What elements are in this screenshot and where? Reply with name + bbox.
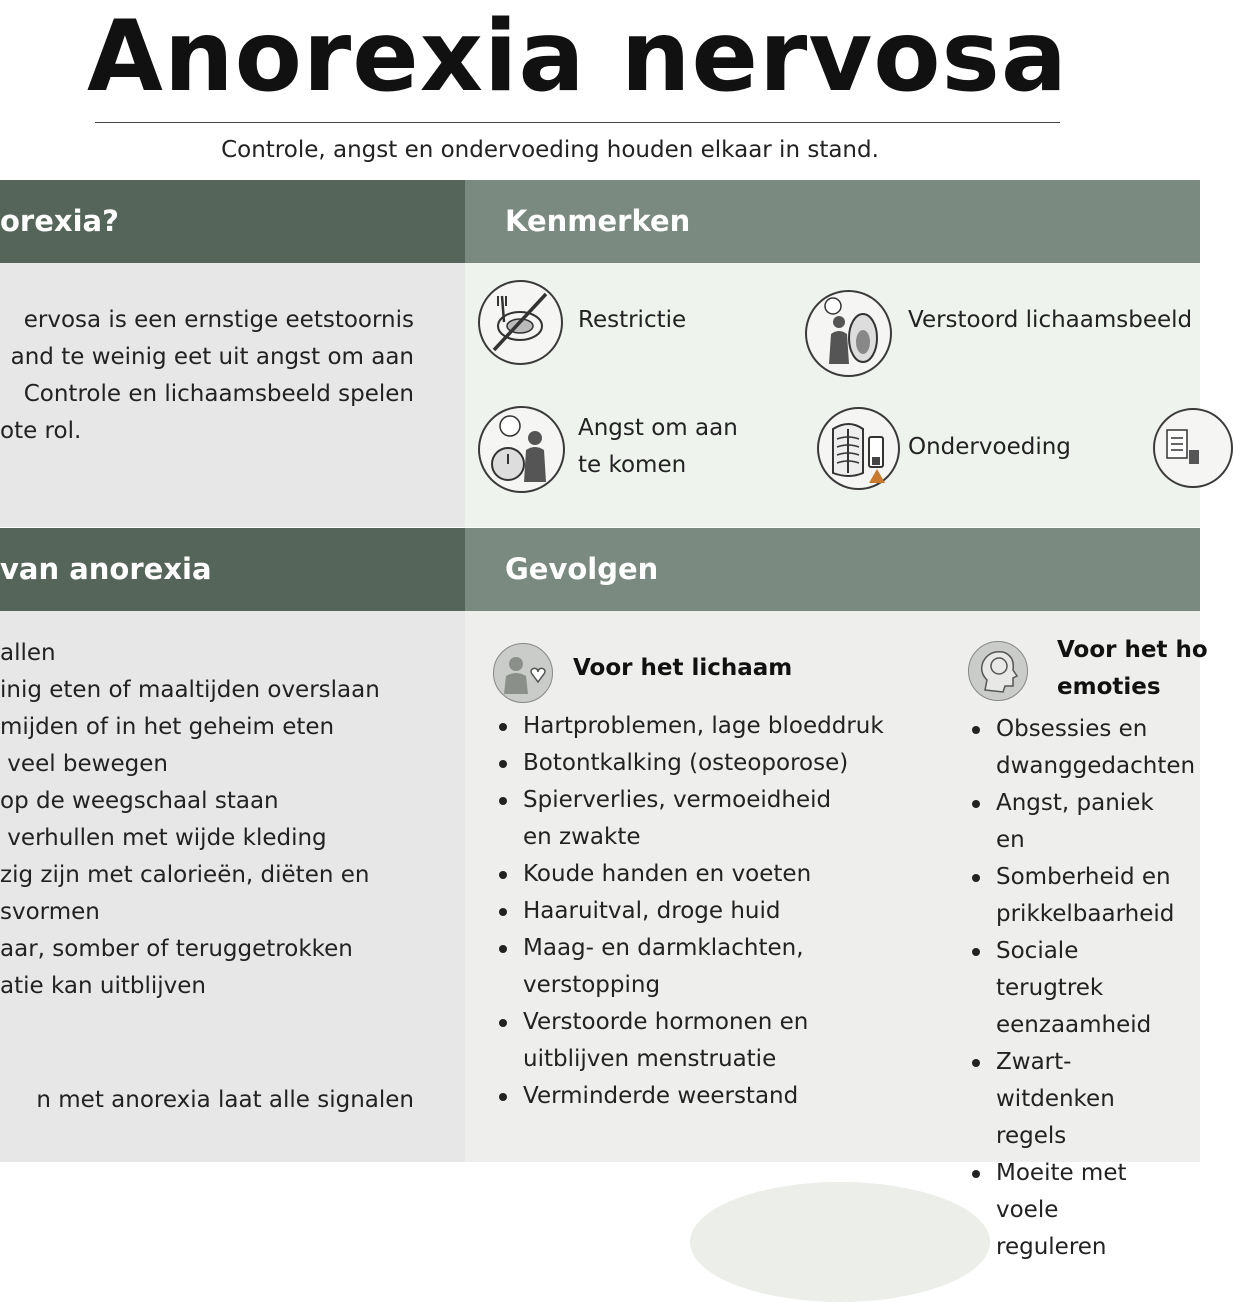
brain-head-icon	[968, 641, 1028, 701]
page-title: Anorexia nervosa	[86, 0, 1069, 114]
features-panel	[465, 263, 1200, 527]
list-item: Haaruitval, droge huid	[495, 893, 915, 930]
mind-subheading-line-2: emoties	[1057, 674, 1161, 700]
list-item: Koude handen en voeten	[495, 856, 915, 893]
list-item: Zwart-witdenken regels	[968, 1044, 1171, 1155]
feature-fear-line-2: te komen	[578, 452, 687, 478]
list-item: Verminderde weerstand	[495, 1078, 915, 1115]
what-is-panel	[0, 263, 465, 527]
list-item: Angst, paniek en	[968, 785, 1178, 859]
what-line-4: ote rol.	[0, 418, 82, 444]
no-food-icon	[478, 280, 563, 365]
signals-panel	[0, 611, 465, 1162]
signals-heading: van anorexia	[0, 552, 212, 586]
what-is-heading: orexia?	[0, 204, 119, 238]
list-item: Spierverlies, vermoeidheid en zwakte	[495, 782, 853, 856]
list-item: Somberheid en prikkelbaarheid	[968, 859, 1171, 933]
consequences-header	[465, 528, 1200, 611]
signal-item: allen	[0, 640, 56, 666]
feature-body-image: Verstoord lichaamsbeeld	[908, 307, 1193, 333]
signal-item: op de weegschaal staan	[0, 788, 279, 814]
list-item: Moeite met voele reguleren	[968, 1155, 1171, 1266]
list-item: Maag- en darmklachten, verstopping	[495, 930, 823, 1004]
signal-item: zig zijn met calorieën, diëten en	[0, 862, 370, 888]
feature-fear-line-1: Angst om aan	[578, 415, 738, 441]
heart-body-icon	[493, 643, 553, 703]
signal-item: verhullen met wijde kleding	[0, 825, 327, 851]
signal-item: aar, somber of teruggetrokken	[0, 936, 353, 962]
what-line-1: ervosa is een ernstige eetstoornis	[23, 307, 414, 333]
consequences-heading: Gevolgen	[505, 552, 659, 586]
signal-item: atie kan uitblijven	[0, 973, 206, 999]
mind-subheading-line-1: Voor het ho	[1057, 637, 1208, 663]
signals-header	[0, 528, 465, 611]
checklist-icon	[1153, 408, 1233, 488]
ribs-battery-icon	[817, 407, 900, 490]
decorative-shape	[690, 1182, 990, 1302]
list-item: Hartproblemen, lage bloeddruk	[495, 708, 915, 745]
mirror-body-icon	[805, 290, 892, 377]
signal-item: mijden of in het geheim eten	[0, 714, 335, 740]
list-item: Botontkalking (osteoporose)	[495, 745, 915, 782]
page-subtitle: Controle, angst en ondervoeding houden elkaar in stand.	[221, 137, 879, 163]
signal-item: svormen	[0, 899, 100, 925]
what-line-2: and te weinig eet uit angst om aan	[10, 344, 414, 370]
body-consequences-list	[495, 708, 915, 1115]
list-item: Sociale terugtrek eenzaamheid	[968, 933, 1171, 1044]
signal-item: veel bewegen	[0, 751, 168, 777]
features-header	[465, 180, 1200, 263]
signals-footer: n met anorexia laat alle signalen	[36, 1087, 414, 1113]
what-line-3: Controle en lichaamsbeeld spelen	[23, 381, 414, 407]
list-item: Obsessies en dwanggedachten	[968, 711, 1171, 785]
body-subheading: Voor het lichaam	[573, 655, 793, 681]
feature-restriction: Restrictie	[578, 307, 687, 333]
feature-malnutrition: Ondervoeding	[908, 434, 1071, 460]
what-is-header	[0, 180, 465, 263]
title-divider	[95, 122, 1060, 123]
signal-item: inig eten of maaltijden overslaan	[0, 677, 380, 703]
mind-consequences-list	[968, 711, 1196, 1266]
consequences-panel	[465, 611, 1208, 1260]
scale-fear-icon	[478, 406, 565, 493]
features-heading: Kenmerken	[505, 204, 691, 238]
list-item: Verstoorde hormonen en uitblijven menstruatie	[495, 1004, 823, 1078]
